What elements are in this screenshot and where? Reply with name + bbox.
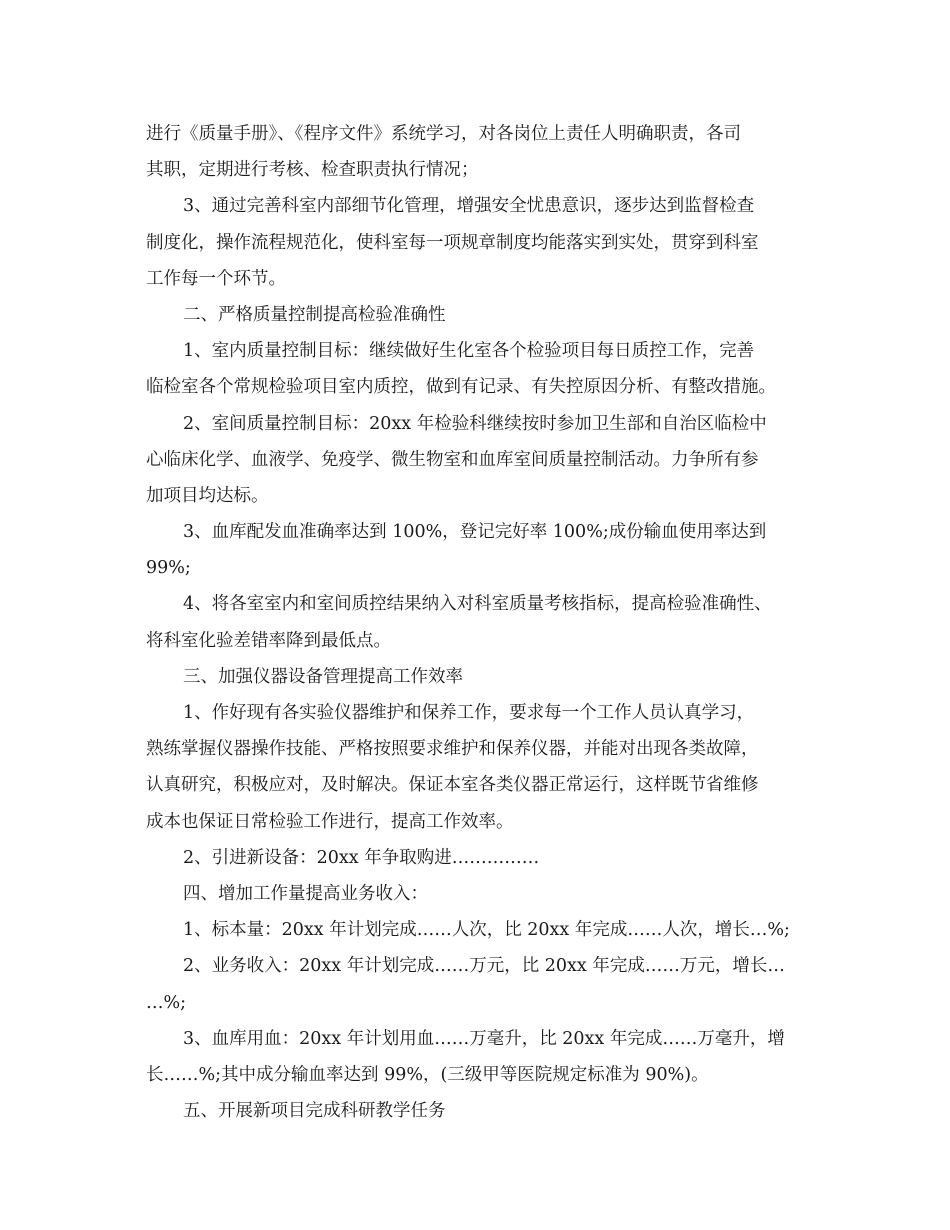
document-body	[146, 116, 816, 1129]
text-line: 2、业务收入：20xx 年计划完成……万元，比 20xx 年完成……万元，增长…	[183, 956, 785, 977]
text-line: 心临床化学、血液学、免疫学、微生物室和血库室间质量控制活动。力争所有参	[146, 449, 759, 470]
text-line: 加项目均达标。	[146, 485, 269, 506]
text-line: 1、作好现有各实验仪器维护和保养工作，要求每一个工作人员认真学习，	[183, 703, 755, 723]
text-line: 工作每一个环节。	[146, 268, 286, 289]
text-line: 3、通过完善科室内部细节化管理，增强安全忧患意识，逐步达到监督检查	[183, 196, 755, 217]
section-heading: 五、开展新项目完成科研教学任务	[183, 1101, 446, 1122]
text-line: 长……%;其中成分输血率达到 99%，(三级甲等医院规定标准为 90%)。	[146, 1064, 709, 1085]
text-line: 1、室内质量控制目标：继续做好生化室各个检验项目每日质控工作，完善	[183, 341, 755, 362]
section-heading: 二、严格质量控制提高检验准确性	[183, 304, 446, 325]
text-line: 将科室化验差错率降到最低点。	[146, 630, 391, 651]
text-line: 成本也保证日常检验工作进行，提高工作效率。	[146, 811, 514, 832]
text-line: 2、室间质量控制目标：20xx 年检验科继续按时参加卫生部和自治区临检中	[183, 413, 767, 434]
section-heading: 四、增加工作量提高业务收入：	[183, 883, 428, 904]
text-line: 99%;	[146, 558, 191, 579]
text-line: 2、引进新设备：20xx 年争取购进……………	[183, 847, 540, 868]
section-heading: 三、加强仪器设备管理提高工作效率	[183, 666, 463, 687]
text-line: 进行《质量手册》、《程序文件》系统学习，对各岗位上责任人明确职责，各司	[146, 124, 741, 144]
text-line: 3、血库配发血准确率达到 100%，登记完好率 100%;成份输血使用率达到	[183, 522, 767, 543]
text-line: 临检室各个常规检验项目室内质控，做到有记录、有失控原因分析、有整改措施。	[146, 377, 776, 398]
text-line: 认真研究，积极应对，及时解决。保证本室各类仪器正常运行，这样既节省维修	[146, 775, 759, 796]
text-line: 3、血库用血：20xx 年计划用血……万毫升，比 20xx 年完成……万毫升，增	[183, 1028, 785, 1049]
text-line: 熟练掌握仪器操作技能、严格按照要求维护和保养仪器，并能对出现各类故障，	[146, 739, 759, 760]
text-line: 1、标本量：20xx 年计划完成……人次，比 20xx 年完成……人次，增长…%;	[183, 920, 790, 941]
text-line: …%;	[146, 992, 187, 1013]
text-line: 4、将各室室内和室间质控结果纳入对科室质量考核指标，提高检验准确性、	[183, 594, 772, 615]
text-line: 其职，定期进行考核、检查职责执行情况；	[146, 160, 479, 181]
text-line: 制度化，操作流程规范化，使科室每一项规章制度均能落实到实处，贯穿到科室	[146, 232, 759, 253]
